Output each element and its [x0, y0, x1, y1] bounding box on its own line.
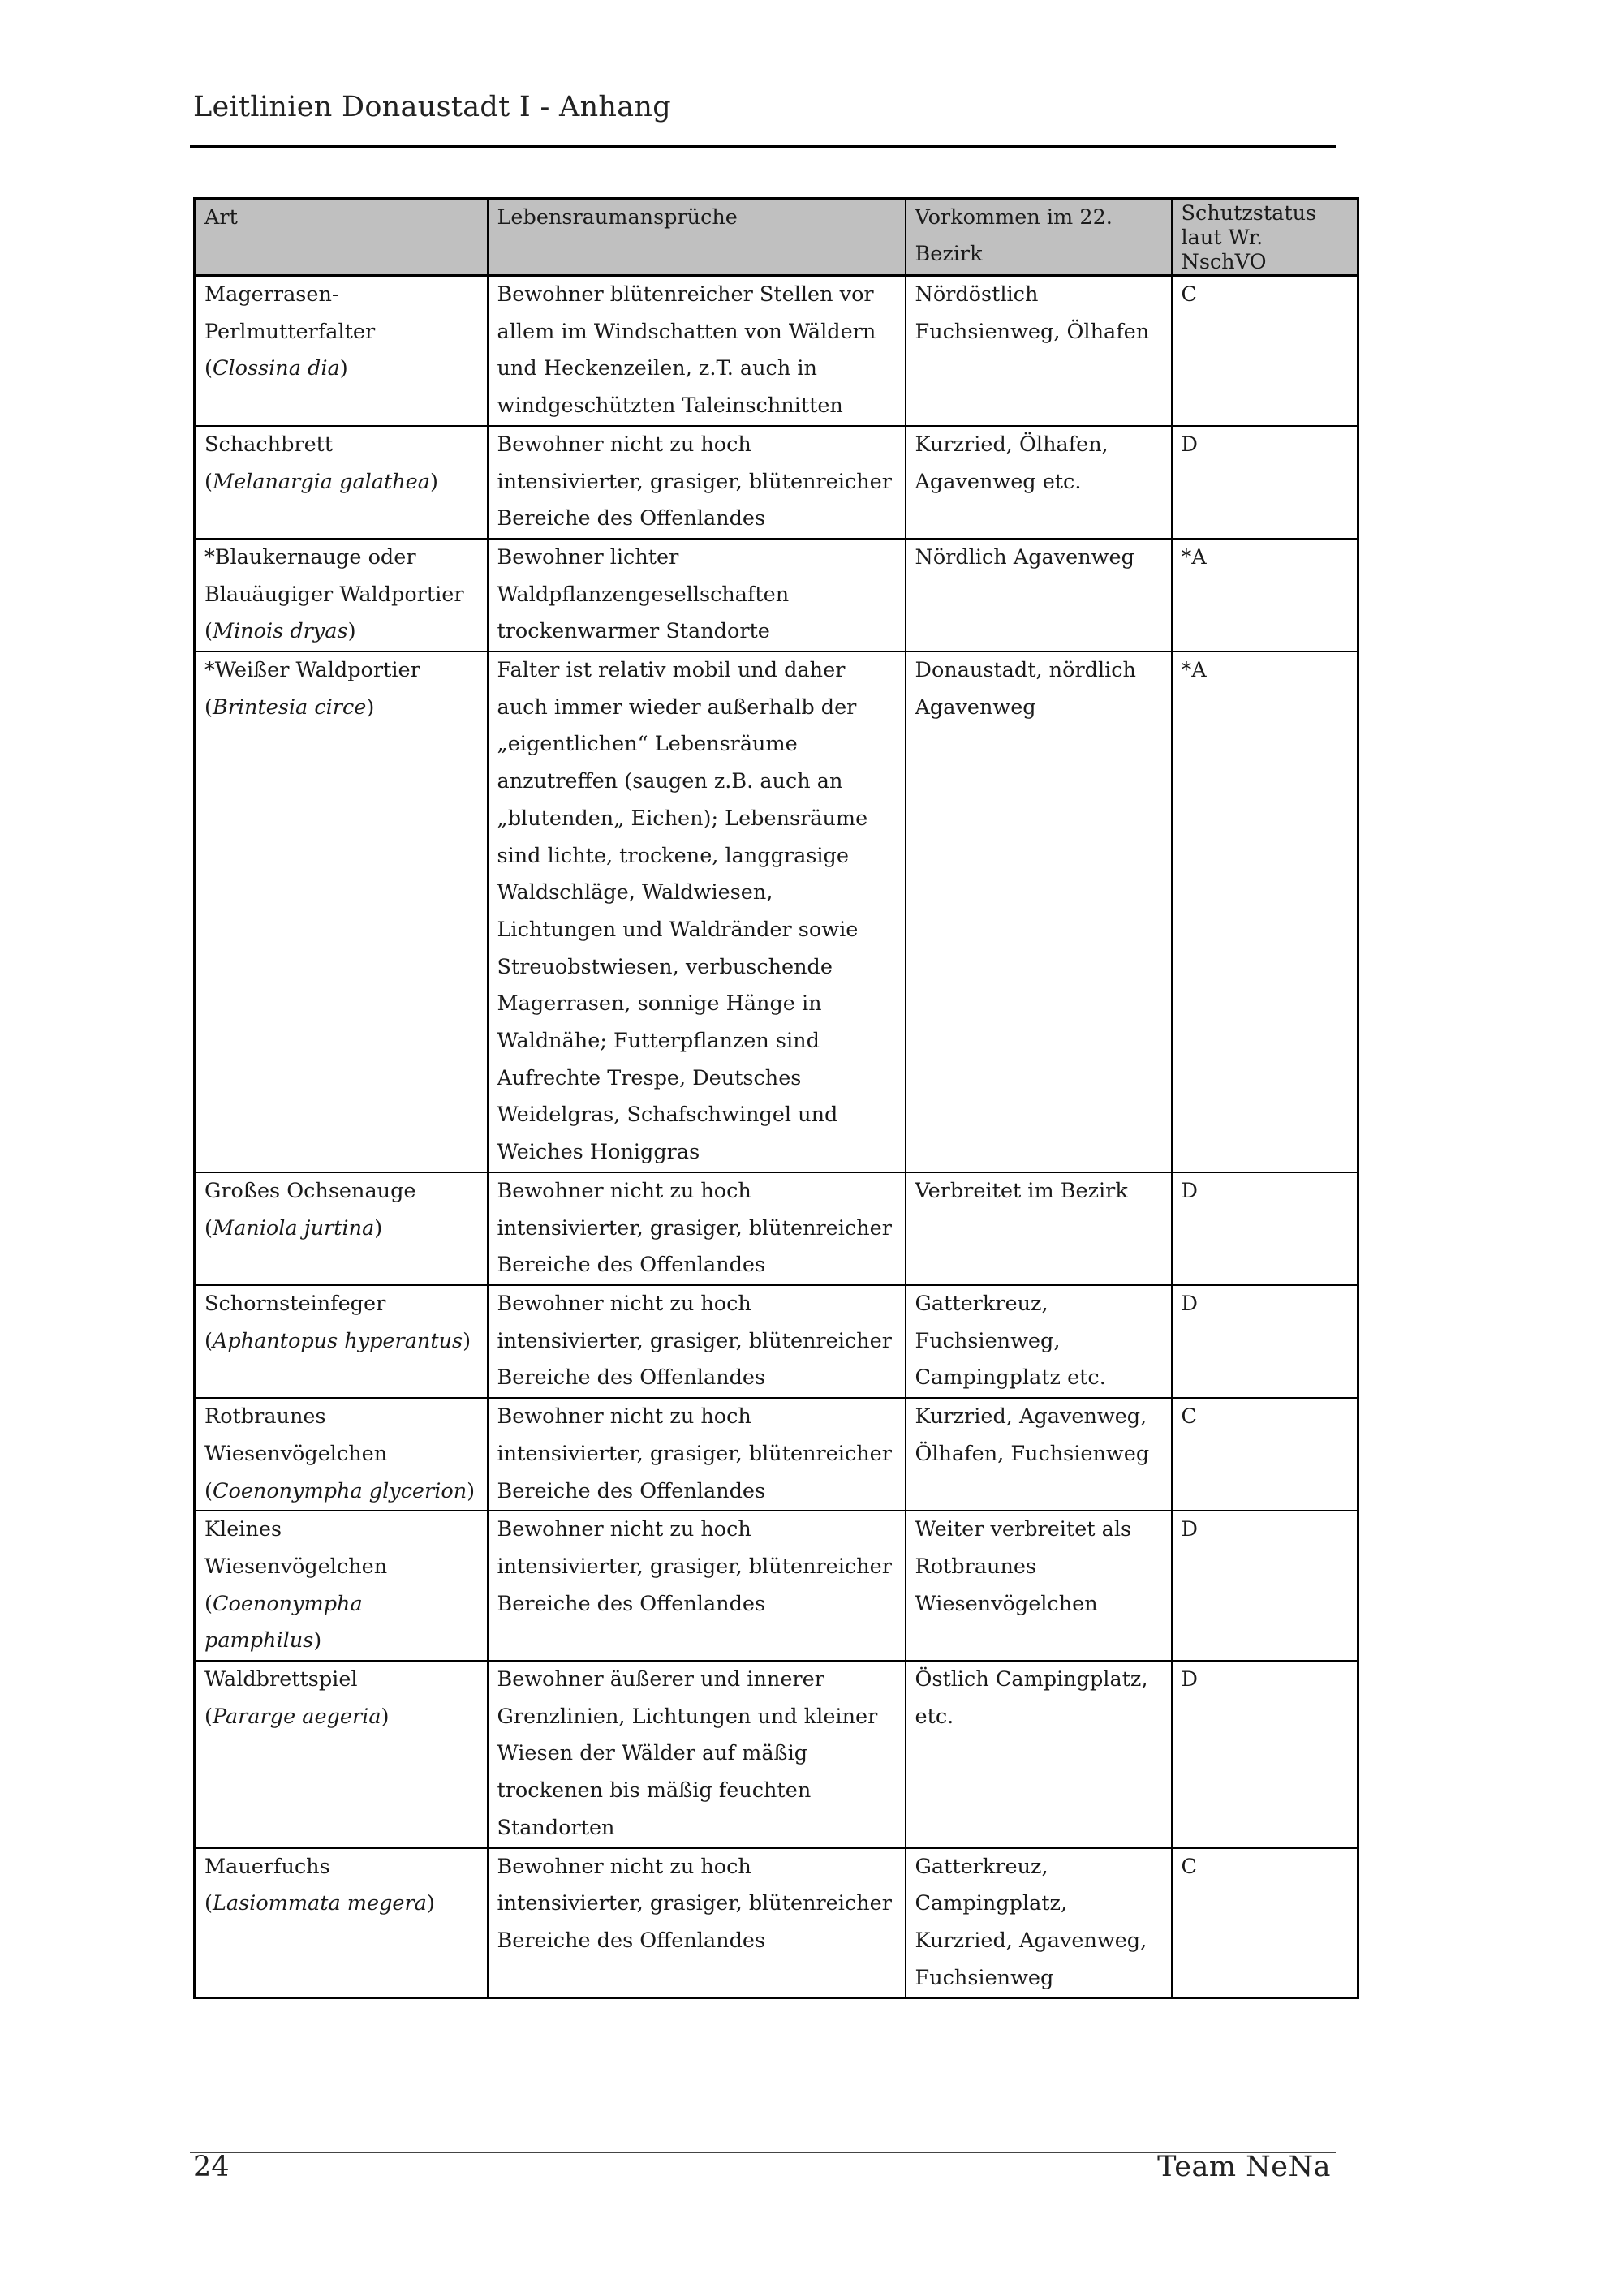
cell-lebensraum: Bewohner nicht zu hoch intensivierter, grasiger, blütenreicher Bereiche des Offenlandes [488, 1398, 906, 1511]
cell-schutzstatus: D [1172, 1172, 1358, 1285]
cell-schutzstatus: C [1172, 1848, 1358, 1998]
cell-schutzstatus: *A [1172, 651, 1358, 1172]
column-header-art: Art [195, 199, 488, 276]
cell-art: Magerrasen- Perlmutterfalter (Clossina dia) [195, 276, 488, 426]
species-scientific-name: Aphantopus hyperantus [212, 1328, 463, 1353]
cell-art: Großes Ochsenauge (Maniola jurtina) [195, 1172, 488, 1285]
cell-lebensraum: Bewohner nicht zu hoch intensivierter, grasiger, blütenreicher Bereiche des Offenlandes [488, 1285, 906, 1398]
cell-lebensraum: Falter ist relativ mobil und daher auch immer wieder außerhalb der „eigentlichen“ Lebensräume anzutreffen (saugen z.B. auch an „blutenden„ Eichen); Lebensräume sind lichte, trockene, langgrasige Waldschläge, Waldwiesen, Lichtungen und Waldränder sowie Streuobstwiesen, verbuschende Magerrasen, sonnige Hänge in Waldnähe; Futterpflanzen sind Aufrechte Trespe, Deutsches Weidelgras, Schafschwingel und Weiches Honiggras [488, 651, 906, 1172]
cell-art: *Weißer Waldportier (Brintesia circe) [195, 651, 488, 1172]
species-common-name: Kleines Wiesenvögelchen [204, 1517, 388, 1579]
species-common-name: Magerrasen- Perlmutterfalter [204, 282, 376, 344]
cell-vorkommen: Östlich Campingplatz, etc. [906, 1661, 1172, 1848]
species-scientific-name: Melanargia galathea [212, 469, 430, 494]
cell-art: Kleines Wiesenvögelchen (Coenonympha pamphilus) [195, 1511, 488, 1661]
table-row [195, 1398, 1358, 1511]
header-rule [190, 145, 1336, 148]
cell-art: Schornsteinfeger (Aphantopus hyperantus) [195, 1285, 488, 1398]
cell-lebensraum: Bewohner lichter Waldpflanzengesellschaften trockenwarmer Standorte [488, 539, 906, 651]
table-row [195, 1172, 1358, 1285]
column-header-vorkommen: Vorkommen im 22. Bezirk [906, 199, 1172, 276]
cell-vorkommen: Kurzried, Agavenweg, Ölhafen, Fuchsienweg [906, 1398, 1172, 1511]
table-row [195, 1848, 1358, 1998]
cell-schutzstatus: C [1172, 276, 1358, 426]
species-common-name: Waldbrettspiel [204, 1667, 358, 1692]
cell-art: Rotbraunes Wiesenvögelchen (Coenonympha glycerion) [195, 1398, 488, 1511]
cell-schutzstatus: D [1172, 1511, 1358, 1661]
page-number: 24 [193, 2151, 230, 2183]
species-common-name: Schachbrett [204, 432, 334, 457]
cell-vorkommen: Donaustadt, nördlich Agavenweg [906, 651, 1172, 1172]
column-header-schutzstatus: Schutzstatus laut Wr. NschVO [1172, 199, 1358, 276]
table-header-row [195, 199, 1358, 276]
species-common-name: *Weißer Waldportier [204, 658, 420, 683]
cell-vorkommen: Verbreitet im Bezirk [906, 1172, 1172, 1285]
header-title: Leitlinien Donaustadt I - Anhang [193, 91, 671, 123]
species-common-name: Mauerfuchs [204, 1854, 330, 1879]
cell-vorkommen: Weiter verbreitet als Rotbraunes Wiesenvögelchen [906, 1511, 1172, 1661]
cell-art: Schachbrett (Melanargia galathea) [195, 426, 488, 539]
species-common-name: *Blaukernauge oder Blauäugiger Waldportier [204, 544, 464, 607]
table-row [195, 1661, 1358, 1848]
table-row [195, 1511, 1358, 1661]
cell-schutzstatus: C [1172, 1398, 1358, 1511]
species-scientific-name: Clossina dia [212, 356, 340, 381]
cell-art: Mauerfuchs (Lasiommata megera) [195, 1848, 488, 1998]
team-name: Team NeNa [1157, 2151, 1331, 2183]
cell-lebensraum: Bewohner blütenreicher Stellen vor allem im Windschatten von Wäldern und Heckenzeilen, z.T. auch in windgeschützten Taleinschnitten [488, 276, 906, 426]
cell-schutzstatus: *A [1172, 539, 1358, 651]
species-scientific-name: Maniola jurtina [212, 1215, 375, 1240]
table-body [195, 276, 1358, 1998]
species-scientific-name: Coenonympha glycerion [212, 1478, 467, 1503]
cell-art: Waldbrettspiel (Pararge aegeria) [195, 1661, 488, 1848]
species-scientific-name: Lasiommata megera [212, 1891, 427, 1916]
cell-lebensraum: Bewohner nicht zu hoch intensivierter, grasiger, blütenreicher Bereiche des Offenlandes [488, 1511, 906, 1661]
table-row [195, 426, 1358, 539]
cell-vorkommen: Nördlich Agavenweg [906, 539, 1172, 651]
cell-vorkommen: Gatterkreuz, Fuchsienweg, Campingplatz etc. [906, 1285, 1172, 1398]
table-row [195, 539, 1358, 651]
cell-vorkommen: Gatterkreuz, Campingplatz, Kurzried, Agavenweg, Fuchsienweg [906, 1848, 1172, 1998]
cell-vorkommen: Kurzried, Ölhafen, Agavenweg etc. [906, 426, 1172, 539]
cell-schutzstatus: D [1172, 426, 1358, 539]
species-scientific-name: Brintesia circe [212, 694, 367, 720]
cell-lebensraum: Bewohner nicht zu hoch intensivierter, grasiger, blütenreicher Bereiche des Offenlandes [488, 1172, 906, 1285]
species-scientific-name: Minois dryas [212, 619, 348, 644]
table-row [195, 276, 1358, 426]
species-common-name: Schornsteinfeger [204, 1291, 386, 1316]
table-row [195, 651, 1358, 1172]
species-table [193, 197, 1359, 1999]
table-row [195, 1285, 1358, 1398]
cell-lebensraum: Bewohner nicht zu hoch intensivierter, grasiger, blütenreicher Bereiche des Offenlandes [488, 1848, 906, 1998]
cell-art: *Blaukernauge oder Blauäugiger Waldportier (Minois dryas) [195, 539, 488, 651]
cell-schutzstatus: D [1172, 1285, 1358, 1398]
species-common-name: Rotbraunes Wiesenvögelchen [204, 1404, 388, 1466]
species-scientific-name: Coenonympha pamphilus [204, 1591, 363, 1653]
species-scientific-name: Pararge aegeria [212, 1704, 381, 1729]
species-common-name: Großes Ochsenauge [204, 1178, 416, 1203]
cell-schutzstatus: D [1172, 1661, 1358, 1848]
cell-vorkommen: Nördöstlich Fuchsienweg, Ölhafen [906, 276, 1172, 426]
cell-lebensraum: Bewohner äußerer und innerer Grenzlinien, Lichtungen und kleiner Wiesen der Wälder auf mäßig trockenen bis mäßig feuchten Standorten [488, 1661, 906, 1848]
column-header-lebensraum: Lebensraumansprüche [488, 199, 906, 276]
cell-lebensraum: Bewohner nicht zu hoch intensivierter, grasiger, blütenreicher Bereiche des Offenlandes [488, 426, 906, 539]
